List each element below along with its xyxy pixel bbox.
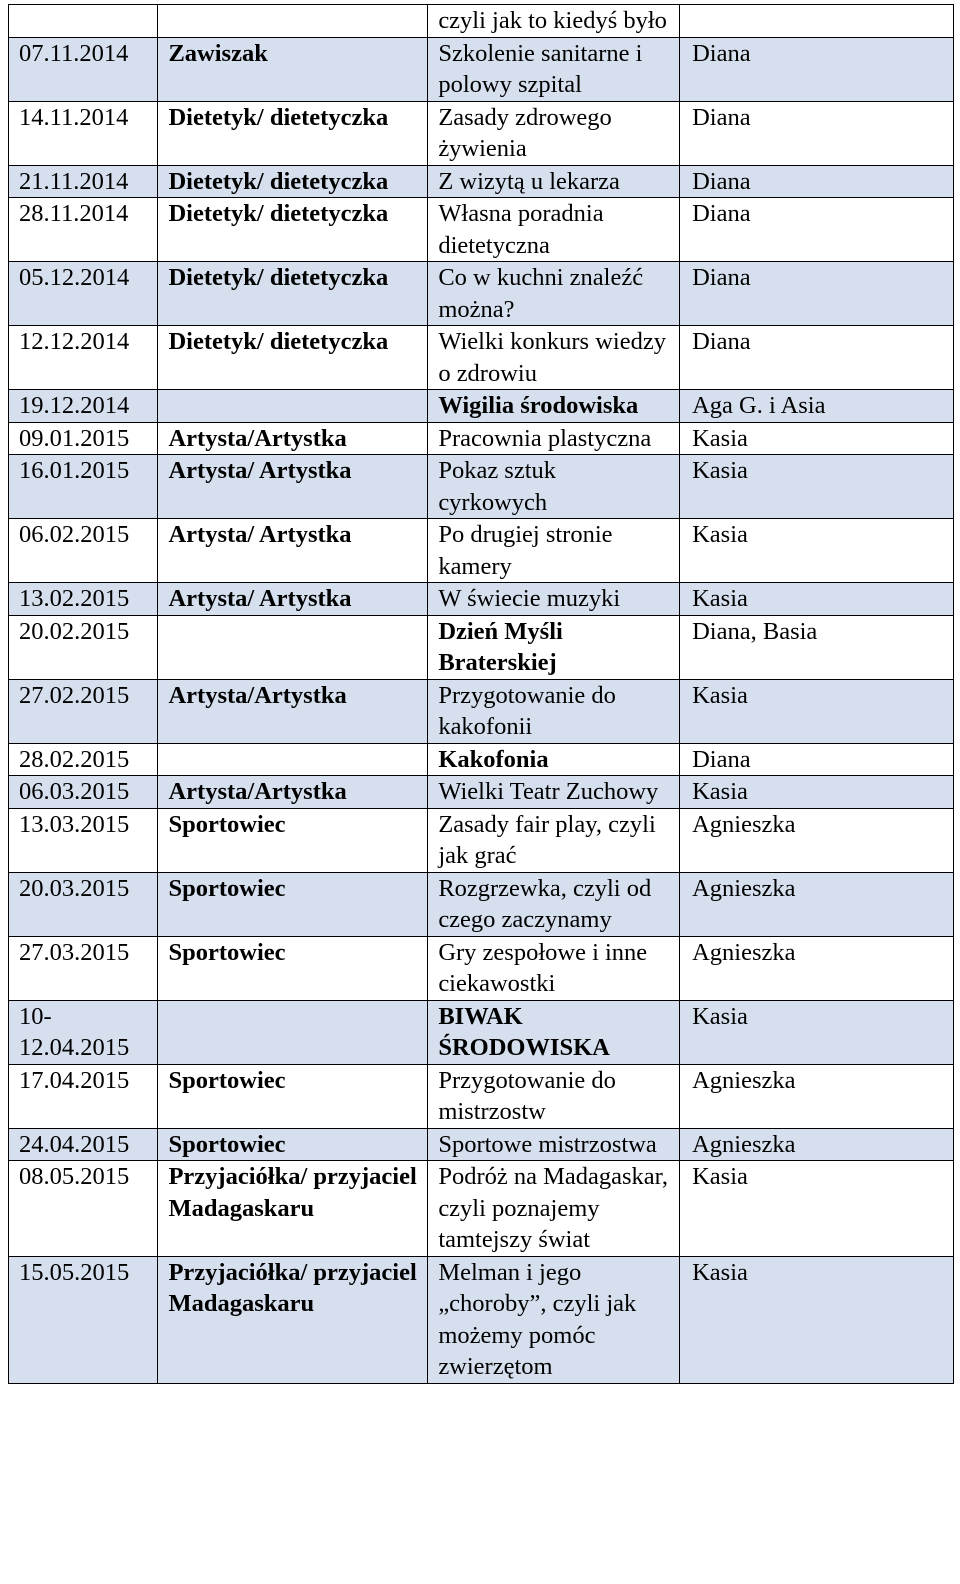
leader-cell: Kasia — [680, 776, 954, 809]
specialty-cell: Artysta/ Artystka — [158, 583, 428, 616]
leader-cell: Agnieszka — [680, 1128, 954, 1161]
topic-cell: Melman i jego „choroby”, czyli jak możemy pomóc zwierzętom — [428, 1256, 680, 1383]
topic-cell: Gry zespołowe i inne ciekawostki — [428, 936, 680, 1000]
specialty-cell: Dietetyk/ dietetyczka — [158, 262, 428, 326]
table-row — [9, 615, 954, 679]
date-cell: 15.05.2015 — [9, 1256, 158, 1383]
leader-cell: Kasia — [680, 1000, 954, 1064]
table-row — [9, 679, 954, 743]
table-row — [9, 390, 954, 423]
topic-cell: Pracownia plastyczna — [428, 422, 680, 455]
leader-cell: Kasia — [680, 583, 954, 616]
table-row — [9, 1064, 954, 1128]
topic-cell: Własna poradnia dietetyczna — [428, 198, 680, 262]
leader-cell: Diana — [680, 37, 954, 101]
specialty-cell: Sportowiec — [158, 808, 428, 872]
topic-cell: Zasady fair play, czyli jak grać — [428, 808, 680, 872]
date-cell: 27.02.2015 — [9, 679, 158, 743]
table-row — [9, 808, 954, 872]
leader-cell — [680, 5, 954, 38]
date-cell: 20.02.2015 — [9, 615, 158, 679]
topic-cell: Rozgrzewka, czyli od czego zaczynamy — [428, 872, 680, 936]
table-row — [9, 1161, 954, 1257]
table-row — [9, 422, 954, 455]
leader-cell: Diana — [680, 198, 954, 262]
specialty-cell: Sportowiec — [158, 1128, 428, 1161]
topic-cell: Zasady zdrowego żywienia — [428, 101, 680, 165]
date-cell — [9, 5, 158, 38]
table-row — [9, 5, 954, 38]
topic-cell: Szkolenie sanitarne i polowy szpital — [428, 37, 680, 101]
topic-cell: Przygotowanie do kakofonii — [428, 679, 680, 743]
leader-cell: Diana — [680, 262, 954, 326]
date-cell: 14.11.2014 — [9, 101, 158, 165]
date-cell: 08.05.2015 — [9, 1161, 158, 1257]
topic-cell: BIWAK ŚRODOWISKA — [428, 1000, 680, 1064]
table-row — [9, 1256, 954, 1383]
topic-cell: Wigilia środowiska — [428, 390, 680, 423]
leader-cell: Agnieszka — [680, 872, 954, 936]
schedule-table — [8, 4, 954, 1384]
table-row — [9, 936, 954, 1000]
leader-cell: Agnieszka — [680, 936, 954, 1000]
date-cell: 28.11.2014 — [9, 198, 158, 262]
leader-cell: Kasia — [680, 1256, 954, 1383]
leader-cell: Diana — [680, 165, 954, 198]
table-row — [9, 583, 954, 616]
topic-cell: Co w kuchni znaleźć można? — [428, 262, 680, 326]
leader-cell: Diana — [680, 101, 954, 165]
specialty-cell: Dietetyk/ dietetyczka — [158, 165, 428, 198]
leader-cell: Kasia — [680, 679, 954, 743]
topic-cell: czyli jak to kiedyś było — [428, 5, 680, 38]
table-row — [9, 101, 954, 165]
table-row — [9, 1128, 954, 1161]
topic-cell: Przygotowanie do mistrzostw — [428, 1064, 680, 1128]
table-row — [9, 262, 954, 326]
leader-cell: Agnieszka — [680, 1064, 954, 1128]
table-row — [9, 1000, 954, 1064]
topic-cell: Podróż na Madagaskar, czyli poznajemy tamtejszy świat — [428, 1161, 680, 1257]
topic-cell: Kakofonia — [428, 743, 680, 776]
specialty-cell: Artysta/Artystka — [158, 679, 428, 743]
table-row — [9, 37, 954, 101]
topic-cell: Z wizytą u lekarza — [428, 165, 680, 198]
date-cell: 21.11.2014 — [9, 165, 158, 198]
topic-cell: Dzień Myśli Braterskiej — [428, 615, 680, 679]
table-row — [9, 455, 954, 519]
specialty-cell: Dietetyk/ dietetyczka — [158, 101, 428, 165]
date-cell: 28.02.2015 — [9, 743, 158, 776]
specialty-cell — [158, 390, 428, 423]
specialty-cell — [158, 615, 428, 679]
date-cell: 06.03.2015 — [9, 776, 158, 809]
topic-cell: Wielki konkurs wiedzy o zdrowiu — [428, 326, 680, 390]
leader-cell: Diana — [680, 326, 954, 390]
schedule-table-body — [9, 5, 954, 1384]
table-row — [9, 198, 954, 262]
date-cell: 17.04.2015 — [9, 1064, 158, 1128]
topic-cell: Po drugiej stronie kamery — [428, 519, 680, 583]
specialty-cell: Przyjaciółka/ przyjaciel Madagaskaru — [158, 1256, 428, 1383]
specialty-cell: Sportowiec — [158, 872, 428, 936]
specialty-cell — [158, 5, 428, 38]
specialty-cell — [158, 743, 428, 776]
date-cell: 05.12.2014 — [9, 262, 158, 326]
date-cell: 09.01.2015 — [9, 422, 158, 455]
specialty-cell: Zawiszak — [158, 37, 428, 101]
table-row — [9, 872, 954, 936]
table-row — [9, 165, 954, 198]
specialty-cell: Sportowiec — [158, 936, 428, 1000]
topic-cell: W świecie muzyki — [428, 583, 680, 616]
specialty-cell — [158, 1000, 428, 1064]
date-cell: 13.02.2015 — [9, 583, 158, 616]
table-row — [9, 776, 954, 809]
leader-cell: Kasia — [680, 1161, 954, 1257]
date-cell: 19.12.2014 — [9, 390, 158, 423]
topic-cell: Wielki Teatr Zuchowy — [428, 776, 680, 809]
topic-cell: Pokaz sztuk cyrkowych — [428, 455, 680, 519]
date-cell: 27.03.2015 — [9, 936, 158, 1000]
leader-cell: Kasia — [680, 422, 954, 455]
leader-cell: Diana, Basia — [680, 615, 954, 679]
table-row — [9, 326, 954, 390]
specialty-cell: Artysta/ Artystka — [158, 455, 428, 519]
table-row — [9, 743, 954, 776]
specialty-cell: Artysta/ Artystka — [158, 519, 428, 583]
table-row — [9, 519, 954, 583]
leader-cell: Kasia — [680, 455, 954, 519]
date-cell: 16.01.2015 — [9, 455, 158, 519]
schedule-page — [8, 4, 954, 1384]
leader-cell: Diana — [680, 743, 954, 776]
date-cell: 20.03.2015 — [9, 872, 158, 936]
specialty-cell: Sportowiec — [158, 1064, 428, 1128]
leader-cell: Aga G. i Asia — [680, 390, 954, 423]
date-cell: 06.02.2015 — [9, 519, 158, 583]
date-cell: 10-12.04.2015 — [9, 1000, 158, 1064]
specialty-cell: Dietetyk/ dietetyczka — [158, 198, 428, 262]
date-cell: 12.12.2014 — [9, 326, 158, 390]
specialty-cell: Artysta/Artystka — [158, 776, 428, 809]
topic-cell: Sportowe mistrzostwa — [428, 1128, 680, 1161]
leader-cell: Kasia — [680, 519, 954, 583]
date-cell: 07.11.2014 — [9, 37, 158, 101]
specialty-cell: Artysta/Artystka — [158, 422, 428, 455]
date-cell: 13.03.2015 — [9, 808, 158, 872]
specialty-cell: Dietetyk/ dietetyczka — [158, 326, 428, 390]
leader-cell: Agnieszka — [680, 808, 954, 872]
date-cell: 24.04.2015 — [9, 1128, 158, 1161]
specialty-cell: Przyjaciółka/ przyjaciel Madagaskaru — [158, 1161, 428, 1257]
